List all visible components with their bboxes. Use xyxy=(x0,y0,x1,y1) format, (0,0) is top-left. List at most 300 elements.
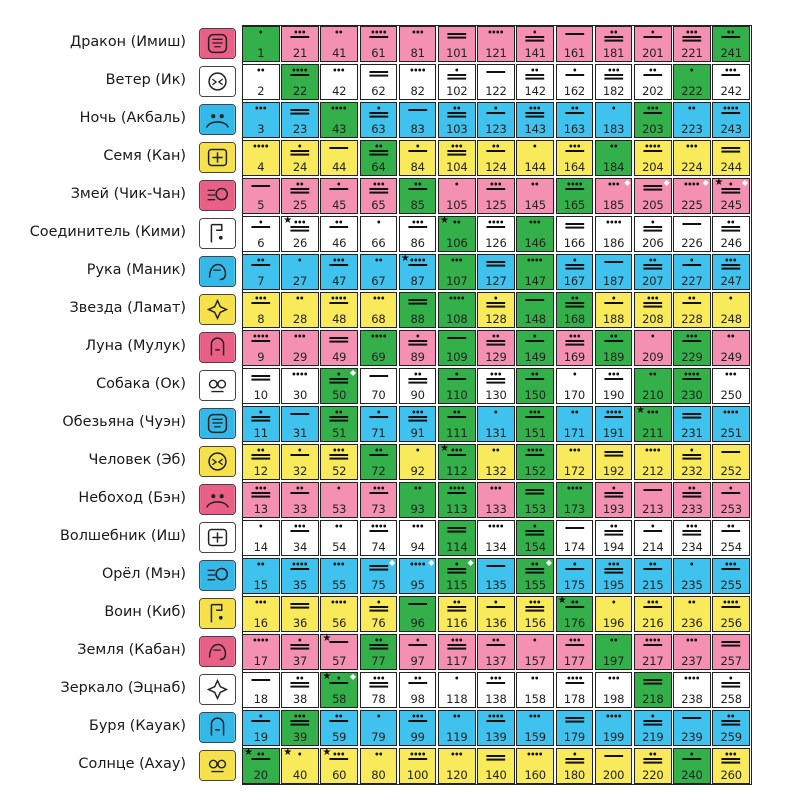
kin-number: 41 xyxy=(332,45,347,60)
kin-cell xyxy=(634,102,672,138)
kin-cell xyxy=(242,672,280,708)
kin-cell xyxy=(360,140,398,176)
kin-cell xyxy=(556,596,594,632)
kin-number: 45 xyxy=(332,197,347,212)
kin-number: 105 xyxy=(446,197,468,212)
kin-number: 111 xyxy=(446,425,468,440)
kin-number: 188 xyxy=(602,311,625,326)
warrior-glyph-icon xyxy=(199,598,236,629)
kin-cell xyxy=(556,64,594,100)
kin-cell xyxy=(673,254,711,290)
sparkle-icon: ◆ xyxy=(741,178,748,187)
kin-number: 115 xyxy=(446,577,468,592)
kin-number: 235 xyxy=(681,577,703,592)
kin-cell xyxy=(673,634,711,670)
kin-number: 160 xyxy=(524,767,546,782)
kin-number: 94 xyxy=(410,539,425,554)
kin-number: 3 xyxy=(257,121,265,136)
kin-cell xyxy=(595,558,633,594)
kin-cell xyxy=(712,140,750,176)
sign-label: Небоход (Бэн) xyxy=(78,490,186,506)
kin-cell xyxy=(556,672,594,708)
kin-number: 193 xyxy=(602,501,625,516)
kin-cell xyxy=(477,26,515,62)
kin-cell xyxy=(634,140,672,176)
sparkle-icon: ◆ xyxy=(389,558,396,567)
kin-cell xyxy=(320,254,358,290)
kin-number: 55 xyxy=(332,577,347,592)
kin-cell xyxy=(281,178,319,214)
kin-number: 207 xyxy=(642,273,664,288)
kin-cell xyxy=(320,482,358,518)
kin-cell xyxy=(242,596,280,632)
kin-cell xyxy=(477,672,515,708)
star-icon: ★ xyxy=(322,747,332,758)
kin-cell xyxy=(242,558,280,594)
kin-cell xyxy=(634,710,672,746)
kin-number: 205 xyxy=(642,197,664,212)
kin-cell xyxy=(634,672,672,708)
kin-number: 211 xyxy=(642,425,664,440)
kin-cell xyxy=(399,254,437,290)
kin-cell xyxy=(556,444,594,480)
kin-number: 12 xyxy=(253,463,268,478)
kin-cell xyxy=(673,444,711,480)
kin-number: 146 xyxy=(524,235,546,250)
kin-number: 65 xyxy=(371,197,386,212)
sparkle-icon: ◆ xyxy=(389,672,396,681)
kin-number: 17 xyxy=(253,653,268,668)
kin-cell xyxy=(360,368,398,404)
kin-number: 96 xyxy=(410,615,425,630)
kin-number: 9 xyxy=(257,349,265,364)
kin-cell xyxy=(477,254,515,290)
kin-number: 204 xyxy=(642,159,664,174)
kin-cell xyxy=(595,482,633,518)
kin-cell xyxy=(673,64,711,100)
kin-number: 133 xyxy=(485,501,507,516)
sign-label: Орёл (Мэн) xyxy=(101,566,186,582)
kin-number: 141 xyxy=(524,45,546,60)
kin-cell xyxy=(242,330,280,366)
kin-number: 134 xyxy=(485,539,507,554)
kin-cell xyxy=(399,710,437,746)
kin-cell xyxy=(438,710,476,746)
kin-number: 24 xyxy=(292,159,308,174)
kin-number: 66 xyxy=(371,235,386,250)
kin-number: 23 xyxy=(292,121,308,136)
kin-number: 117 xyxy=(446,653,468,668)
kin-cell xyxy=(360,102,398,138)
sparkle-icon: ◆ xyxy=(663,178,670,187)
kin-cell xyxy=(712,672,750,708)
kin-cell xyxy=(320,672,358,708)
kin-cell xyxy=(556,140,594,176)
kin-cell xyxy=(556,254,594,290)
kin-cell xyxy=(516,330,554,366)
kin-number: 110 xyxy=(446,387,468,402)
kin-number: 147 xyxy=(524,273,546,288)
kin-number: 57 xyxy=(332,653,347,668)
kin-cell xyxy=(595,672,633,708)
kin-cell xyxy=(673,520,711,556)
kin-number: 42 xyxy=(332,83,347,98)
kin-number: 1 xyxy=(257,45,265,60)
kin-number: 5 xyxy=(257,197,265,212)
kin-cell xyxy=(320,406,358,442)
storm-glyph-icon xyxy=(199,712,236,743)
star-icon: ★ xyxy=(714,177,724,188)
star-icon: ★ xyxy=(440,443,449,454)
kin-cell xyxy=(712,444,750,480)
kin-number: 10 xyxy=(253,387,268,402)
kin-number: 194 xyxy=(602,539,625,554)
kin-cell xyxy=(595,596,633,632)
kin-number: 4 xyxy=(257,159,265,174)
kin-number: 206 xyxy=(642,235,664,250)
kin-cell xyxy=(634,596,672,632)
kin-number: 150 xyxy=(524,387,546,402)
kin-cell xyxy=(556,406,594,442)
kin-number: 246 xyxy=(720,235,742,250)
kin-cell xyxy=(360,406,398,442)
star-icon: ★ xyxy=(440,215,449,226)
kin-cell xyxy=(634,406,672,442)
kin-number: 113 xyxy=(446,501,468,516)
sign-label: Воин (Киб) xyxy=(104,604,186,620)
kin-number: 149 xyxy=(524,349,546,364)
kin-cell xyxy=(438,292,476,328)
kin-cell xyxy=(438,482,476,518)
kin-number: 116 xyxy=(446,615,468,630)
kin-cell xyxy=(281,368,319,404)
kin-cell xyxy=(712,520,750,556)
kin-number: 131 xyxy=(485,425,507,440)
kin-number: 124 xyxy=(485,159,507,174)
kin-cell xyxy=(634,634,672,670)
kin-number: 109 xyxy=(446,349,468,364)
kin-number: 215 xyxy=(642,577,664,592)
kin-cell xyxy=(595,368,633,404)
kin-cell xyxy=(673,178,711,214)
kin-cell xyxy=(595,330,633,366)
kin-cell xyxy=(477,64,515,100)
kin-number: 70 xyxy=(371,387,386,402)
kin-cell xyxy=(242,748,280,784)
kin-number: 119 xyxy=(446,729,468,744)
sign-label: Буря (Кауак) xyxy=(88,718,186,734)
kin-number: 107 xyxy=(446,273,468,288)
kin-number: 103 xyxy=(446,121,468,136)
kin-cell xyxy=(712,406,750,442)
kin-cell xyxy=(281,482,319,518)
kin-number: 138 xyxy=(485,691,507,706)
kin-number: 155 xyxy=(524,577,546,592)
kin-number: 212 xyxy=(642,463,664,478)
kin-number: 40 xyxy=(292,767,308,782)
kin-number: 136 xyxy=(485,615,507,630)
kin-number: 243 xyxy=(720,121,742,136)
kin-cell xyxy=(281,748,319,784)
hand-glyph-icon xyxy=(199,256,236,287)
kin-number: 72 xyxy=(371,463,386,478)
kin-cell xyxy=(360,558,398,594)
kin-number: 143 xyxy=(524,121,546,136)
kin-cell xyxy=(242,140,280,176)
kin-cell xyxy=(320,140,358,176)
kin-number: 108 xyxy=(446,311,468,326)
kin-number: 30 xyxy=(292,387,308,402)
kin-cell xyxy=(438,368,476,404)
kin-cell xyxy=(399,64,437,100)
star-icon: ★ xyxy=(283,747,293,758)
kin-cell xyxy=(673,596,711,632)
kin-cell xyxy=(595,26,633,62)
kin-cell xyxy=(320,292,358,328)
kin-cell xyxy=(242,216,280,252)
kin-cell xyxy=(477,330,515,366)
kin-number: 64 xyxy=(371,159,386,174)
kin-cell xyxy=(281,444,319,480)
kin-cell xyxy=(320,330,358,366)
kin-number: 38 xyxy=(292,691,308,706)
kin-number: 190 xyxy=(602,387,625,402)
kin-cell xyxy=(438,140,476,176)
kin-number: 26 xyxy=(292,235,308,250)
kin-cell xyxy=(712,634,750,670)
kin-cell xyxy=(516,596,554,632)
kin-number: 50 xyxy=(332,387,347,402)
kin-cell xyxy=(516,64,554,100)
kin-number: 31 xyxy=(292,425,308,440)
kin-number: 218 xyxy=(642,691,664,706)
kin-number: 159 xyxy=(524,729,546,744)
kin-number: 208 xyxy=(642,311,664,326)
kin-cell xyxy=(477,178,515,214)
kin-cell xyxy=(477,710,515,746)
kin-cell xyxy=(320,558,358,594)
kin-cell xyxy=(516,520,554,556)
kin-cell xyxy=(595,710,633,746)
kin-cell xyxy=(399,26,437,62)
kin-cell xyxy=(516,368,554,404)
kin-cell xyxy=(242,444,280,480)
kin-number: 233 xyxy=(681,501,703,516)
kin-number: 197 xyxy=(602,653,625,668)
kin-number: 167 xyxy=(563,273,586,288)
kin-number: 163 xyxy=(563,121,586,136)
kin-cell xyxy=(712,482,750,518)
kin-cell xyxy=(320,520,358,556)
kin-cell xyxy=(712,748,750,784)
kin-cell xyxy=(556,634,594,670)
kin-cell xyxy=(516,634,554,670)
sparkle-icon: ◆ xyxy=(349,672,356,681)
kin-cell xyxy=(516,710,554,746)
kin-number: 18 xyxy=(253,691,268,706)
kin-number: 47 xyxy=(332,273,347,288)
kin-number: 44 xyxy=(332,159,347,174)
kin-cell xyxy=(360,330,398,366)
kin-cell xyxy=(673,216,711,252)
kin-cell xyxy=(477,102,515,138)
sign-label: Змей (Чик-Чан) xyxy=(70,186,186,202)
kin-cell xyxy=(477,406,515,442)
kin-cell xyxy=(320,216,358,252)
kin-cell xyxy=(438,406,476,442)
kin-number: 148 xyxy=(524,311,546,326)
kin-number: 202 xyxy=(642,83,664,98)
kin-cell xyxy=(477,292,515,328)
kin-number: 6 xyxy=(257,235,265,250)
kin-number: 82 xyxy=(410,83,425,98)
kin-number: 77 xyxy=(371,653,386,668)
kin-number: 179 xyxy=(563,729,586,744)
kin-cell xyxy=(438,26,476,62)
kin-number: 156 xyxy=(524,615,546,630)
kin-cell xyxy=(712,558,750,594)
kin-number: 169 xyxy=(563,349,586,364)
sign-label: Рука (Маник) xyxy=(86,262,186,278)
earth-glyph-icon xyxy=(199,636,236,667)
kin-number: 236 xyxy=(681,615,703,630)
kin-cell xyxy=(320,368,358,404)
kin-cell xyxy=(673,330,711,366)
kin-cell xyxy=(399,444,437,480)
kin-cell xyxy=(399,292,437,328)
kin-cell xyxy=(477,748,515,784)
kin-cell xyxy=(320,26,358,62)
kin-number: 81 xyxy=(410,45,425,60)
sign-label: Дракон (Имиш) xyxy=(69,34,186,50)
kin-number: 132 xyxy=(485,463,507,478)
kin-cell xyxy=(556,102,594,138)
grid-frame xyxy=(242,25,752,785)
sign-label: Соединитель (Кими) xyxy=(29,224,186,240)
kin-cell xyxy=(595,140,633,176)
kin-number: 61 xyxy=(371,45,386,60)
sign-label: Обезьяна (Чуэн) xyxy=(62,414,186,430)
kin-number: 52 xyxy=(332,463,347,478)
kin-number: 248 xyxy=(720,311,742,326)
kin-number: 93 xyxy=(410,501,425,516)
kin-number: 239 xyxy=(681,729,703,744)
kin-number: 21 xyxy=(292,45,308,60)
kin-number: 13 xyxy=(253,501,268,516)
kin-cell xyxy=(360,482,398,518)
kin-cell xyxy=(399,368,437,404)
kin-cell xyxy=(399,140,437,176)
kin-number: 39 xyxy=(292,729,308,744)
kin-cell xyxy=(673,406,711,442)
kin-number: 20 xyxy=(253,767,268,782)
kin-cell xyxy=(242,254,280,290)
kin-cell xyxy=(360,596,398,632)
kin-number: 121 xyxy=(485,45,507,60)
star-icon: ★ xyxy=(400,253,410,264)
night-glyph-icon xyxy=(199,104,236,135)
kin-number: 187 xyxy=(602,273,625,288)
kin-number: 171 xyxy=(563,425,586,440)
kin-cell xyxy=(673,672,711,708)
wizard-glyph-icon xyxy=(199,522,236,553)
kin-number: 125 xyxy=(485,197,507,212)
kin-cell xyxy=(320,64,358,100)
kin-number: 89 xyxy=(410,349,425,364)
kin-cell xyxy=(595,216,633,252)
kin-number: 11 xyxy=(253,425,268,440)
kin-number: 162 xyxy=(563,83,586,98)
kin-number: 172 xyxy=(563,463,586,478)
kin-number: 244 xyxy=(720,159,742,174)
kin-cell xyxy=(556,748,594,784)
kin-number: 29 xyxy=(292,349,308,364)
kin-cell xyxy=(595,444,633,480)
kin-cell xyxy=(516,254,554,290)
kin-number: 63 xyxy=(371,121,386,136)
kin-number: 256 xyxy=(720,615,742,630)
kin-number: 106 xyxy=(446,235,468,250)
kin-cell xyxy=(438,330,476,366)
kin-cell xyxy=(595,292,633,328)
star-icon: ★ xyxy=(557,595,567,606)
kin-cell xyxy=(673,292,711,328)
kin-number: 181 xyxy=(602,45,625,60)
kin-cell xyxy=(712,26,750,62)
kin-number: 177 xyxy=(563,653,586,668)
kin-cell xyxy=(673,102,711,138)
kin-number: 158 xyxy=(524,691,546,706)
kin-number: 76 xyxy=(371,615,386,630)
kin-cell xyxy=(320,748,358,784)
kin-number: 92 xyxy=(410,463,425,478)
kin-cell xyxy=(556,520,594,556)
kin-number: 219 xyxy=(642,729,664,744)
kin-number: 60 xyxy=(332,767,347,782)
kin-number: 97 xyxy=(410,653,425,668)
kin-number: 257 xyxy=(720,653,742,668)
kin-number: 245 xyxy=(720,197,742,212)
kin-cell xyxy=(595,102,633,138)
kin-cell xyxy=(438,178,476,214)
kin-cell xyxy=(242,26,280,62)
kin-number: 27 xyxy=(292,273,308,288)
sign-label: Ветер (Ик) xyxy=(105,72,186,88)
kin-cell xyxy=(281,672,319,708)
kin-cell xyxy=(556,178,594,214)
kin-cell xyxy=(712,292,750,328)
kin-number: 128 xyxy=(485,311,507,326)
kin-number: 126 xyxy=(485,235,507,250)
kin-number: 223 xyxy=(681,121,703,136)
kin-cell xyxy=(281,292,319,328)
kin-cell xyxy=(242,634,280,670)
kin-cell xyxy=(595,64,633,100)
sign-label: Солнце (Ахау) xyxy=(78,756,186,772)
kin-cell xyxy=(281,26,319,62)
dog-glyph-icon xyxy=(199,370,236,401)
kin-cell xyxy=(712,254,750,290)
kin-cell xyxy=(281,330,319,366)
kin-cell xyxy=(556,710,594,746)
kin-number: 220 xyxy=(642,767,664,782)
kin-number: 137 xyxy=(485,653,507,668)
kin-number: 170 xyxy=(563,387,586,402)
kin-cell xyxy=(320,596,358,632)
kin-number: 226 xyxy=(681,235,703,250)
kin-cell xyxy=(360,292,398,328)
kin-number: 250 xyxy=(720,387,742,402)
